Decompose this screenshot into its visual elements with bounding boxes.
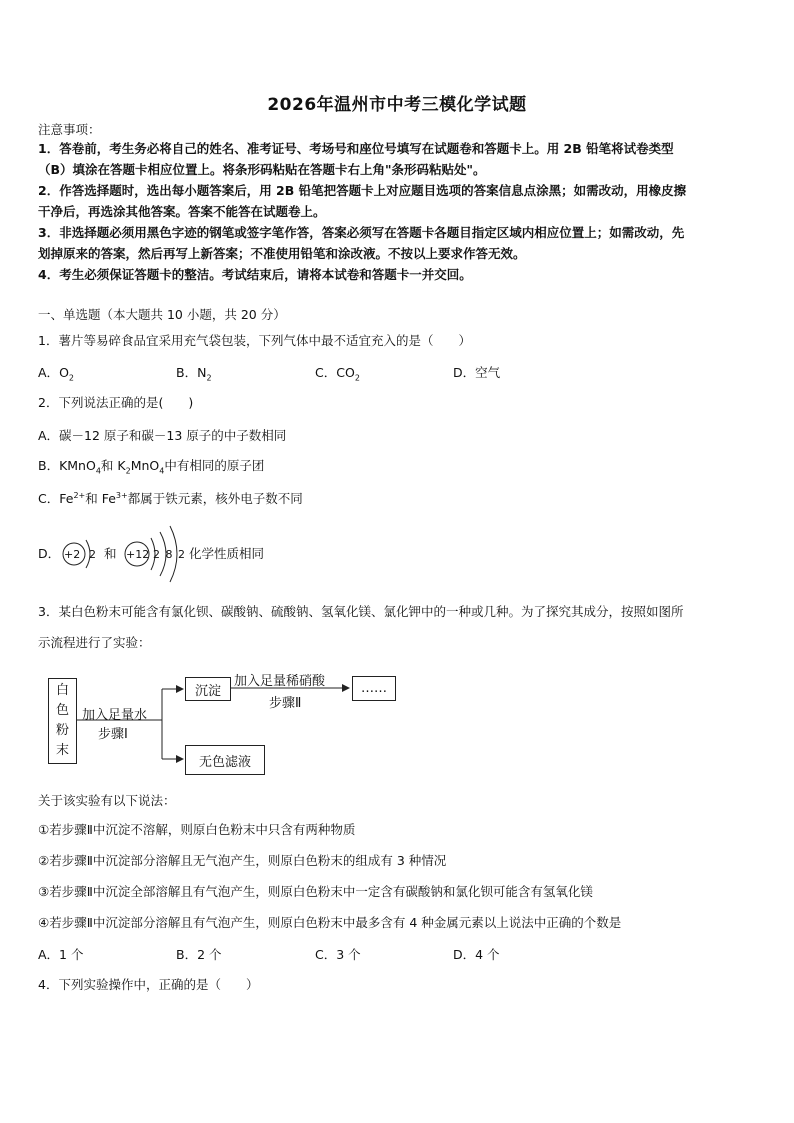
q3-statement-1: ①若步骤Ⅱ中沉淀不溶解，则原白色粉末中只含有两种物质 (38, 822, 356, 837)
flow-step2-bottom: 步骤Ⅱ (269, 696, 302, 711)
atom1-shells: 2 (89, 548, 96, 561)
notes-line-2: （B）填涂在答题卡相应位置上。将条形码粘贴在答题卡右上角"条形码粘贴处"。 (38, 162, 486, 177)
q2-option-c: C．$Fe^{2+}$和 $Fe^{3+}$都属于铁元素，核外电子数不同 (38, 491, 303, 507)
q3-intro: 关于该实验有以下说法： (38, 793, 176, 808)
q3-statement-2: ②若步骤Ⅱ中沉淀部分溶解且无气泡产生，则原白色粉末的组成有 3 种情况 (38, 853, 447, 868)
q3-option-c: C．3 个 (315, 947, 361, 962)
page-title: 2026年温州市中考三模化学试题 (267, 95, 527, 115)
q2-stem: 2．下列说法正确的是( ) (38, 395, 194, 410)
q2-option-b: B．KMnO$_4$和 $K_2MnO_4$中有相同的原子团 (38, 458, 265, 476)
notes-line-7: 4．考生必须保证答题卡的整洁。考试结束后，请将本试卷和答题卡一并交回。 (38, 267, 472, 282)
q2-option-d-text: 化学性质相同 (189, 546, 265, 561)
notes-line-3: 2．作答选择题时，选出每小题答案后，用 2B 铅笔把答题卡上对应题目选项的答案信息点涂黑；如需改动，用橡皮擦 (38, 183, 687, 198)
q2-option-d-and: 和 (104, 546, 117, 561)
q3-statement-4: ④若步骤Ⅱ中沉淀部分溶解且有气泡产生，则原白色粉末中最多含有 4 种金属元素以上说法中正确的个数是 (38, 915, 622, 930)
notes-line-6: 划掉原来的答案，然后再写上新答案；不准使用铅笔和涂改液。不按以上要求作答无效。 (38, 246, 526, 261)
q3-statement-3: ③若步骤Ⅱ中沉淀全部溶解且有气泡产生，则原白色粉末中一定含有碳酸钠和氯化钡可能含有氢氧化镁 (38, 884, 593, 899)
q3-option-a: A．1 个 (38, 947, 84, 962)
atom2-nucleus: +12 (126, 548, 150, 561)
q1-stem: 1．薯片等易碎食品宜采用充气袋包装，下列气体中最不适宜充入的是（ ） (38, 333, 471, 348)
q1-option-c: C．$CO_2$ (315, 365, 360, 383)
notes-line-4: 干净后，再选涂其他答案。答案不能答在试题卷上。 (38, 204, 326, 219)
notes-line-1: 1．答卷前，考生务必将自己的姓名、准考证号、考场号和座位号填写在试题卷和答题卡上。用 2B 铅笔将试卷类型 (38, 141, 674, 156)
q3-stem-line-2: 示流程进行了实验： (38, 635, 151, 650)
flow-precipitate-box: 沉淀 (185, 677, 231, 701)
q4-stem: 4．下列实验操作中，正确的是（ ） (38, 977, 259, 992)
notes-line-5: 3．非选择题必须用黑色字迹的钢笔或签字笔作答，答案必须写在答题卡各题目指定区域内相应位置上；如需改动，先 (38, 225, 685, 240)
notes-heading: 注意事项： (38, 122, 101, 137)
q3-option-b: B．2 个 (176, 947, 222, 962)
atom2-shells: 2 8 2 (153, 548, 185, 561)
q1-option-a: A．$O_2$ (38, 365, 74, 383)
atom1-nucleus: +2 (64, 548, 81, 561)
q2-option-a: A．碳－12 原子和碳－13 原子的中子数相同 (38, 428, 287, 443)
q3-stem-line-1: 3．某白色粉末可能含有氯化钡、碳酸钠、硫酸钠、氢氧化镁、氯化钾中的一种或几种。为了探究其成分，按照如图所 (38, 604, 684, 619)
flow-filtrate-box: 无色滤液 (185, 745, 265, 775)
flow-step1-top: 加入足量水 (82, 708, 148, 723)
flow-start-box: 白 色 粉 末 (48, 678, 77, 764)
flow-result-box: …… (352, 676, 396, 701)
flow-step1-bottom: 步骤Ⅰ (98, 727, 128, 742)
section-heading: 一、单选题（本大题共 10 小题，共 20 分） (38, 307, 286, 322)
q2-option-d-letter: D． (38, 546, 61, 561)
flow-step2-top: 加入足量稀硝酸 (234, 674, 326, 689)
q1-option-b: B．$N_2$ (176, 365, 212, 383)
q3-option-d: D．4 个 (453, 947, 500, 962)
q1-option-d: D．空气 (453, 365, 501, 380)
